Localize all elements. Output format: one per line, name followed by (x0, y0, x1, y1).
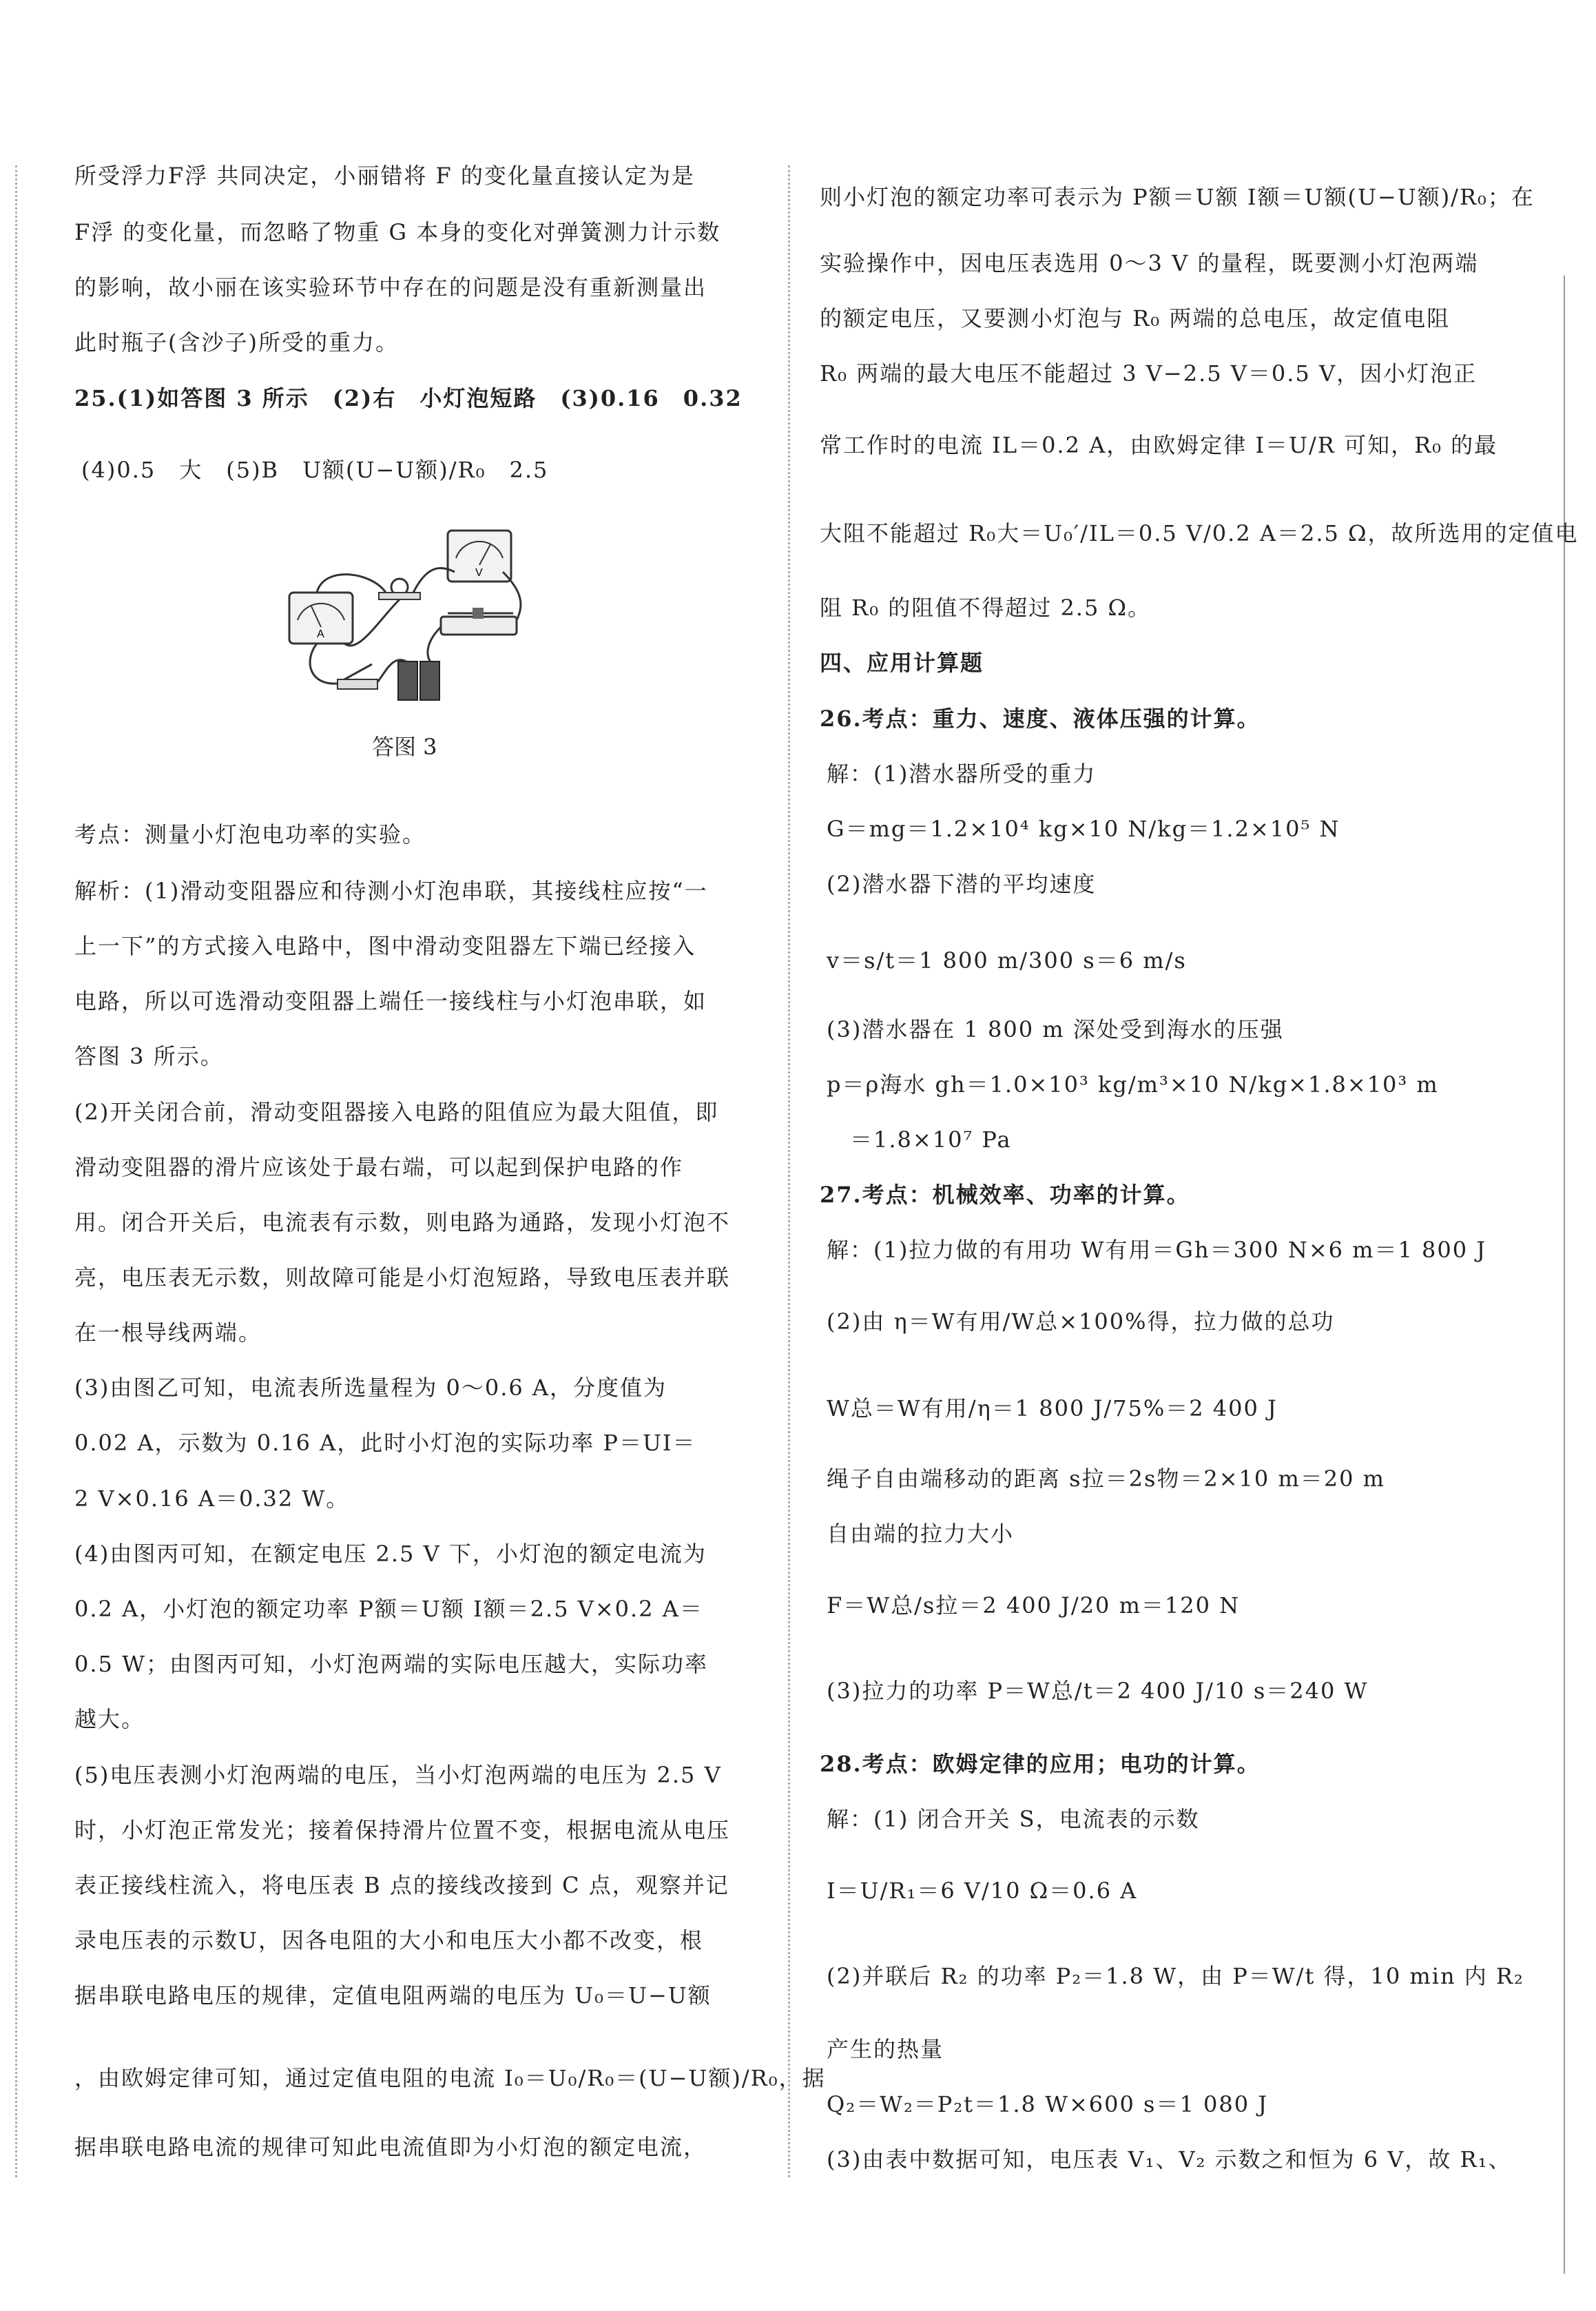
right-text-line: (2)潜水器下潜的平均速度 (827, 871, 1097, 897)
right-text-line: 解：(1)潜水器所受的重力 (827, 761, 1097, 787)
right-text-line: (3)拉力的功率 P＝W总/t＝2 400 J/10 s＝240 W (827, 1678, 1369, 1704)
right-text-line: 28.考点：欧姆定律的应用；电功的计算。 (820, 1751, 1261, 1777)
voltmeter-icon (448, 531, 511, 582)
right-text-line: v＝s/t＝1 800 m/300 s＝6 m/s (827, 947, 1187, 974)
right-text-line: 解：(1)拉力做的有用功 W有用＝Gh＝300 N×6 m＝1 800 J (827, 1237, 1487, 1263)
svg-text:A: A (317, 628, 324, 640)
right-text-line: 常工作时的电流 IL＝0.2 A，由欧姆定律 I＝U/R 可知，R₀ 的最 (820, 432, 1498, 458)
left-text-line: (4)由图丙可知，在额定电压 2.5 V 下，小灯泡的额定电流为 (74, 1541, 707, 1567)
left-text-line: 的影响，故小丽在该实验环节中存在的问题是没有重新测量出 (74, 274, 707, 300)
left-text-line: 解析：(1)滑动变阻器应和待测小灯泡串联，其接线柱应按“一 (74, 878, 708, 904)
ammeter-icon (289, 593, 353, 644)
figure-caption: 答图 3 (372, 734, 437, 760)
right-text-line: 27.考点：机械效率、功率的计算。 (820, 1182, 1190, 1208)
right-text-line: 产生的热量 (827, 2036, 944, 2062)
right-text-line: F＝W总/s拉＝2 400 J/20 m＝120 N (827, 1592, 1241, 1619)
left-text-line: 时，小灯泡正常发光；接着保持滑片位置不变，根据电流从电压 (74, 1817, 731, 1843)
right-text-line: 则小灯泡的额定功率可表示为 P额＝U额 I额＝U额(U−U额)/R₀；在 (820, 184, 1535, 210)
column-divider (788, 165, 790, 2177)
left-text-line: 据串联电路电流的规律可知此电流值即为小灯泡的额定电流， (74, 2134, 707, 2160)
left-text-line: 越大。 (74, 1706, 145, 1732)
left-text-line: 据串联电路电压的规律，定值电阻两端的电压为 U₀＝U−U额 (74, 1982, 712, 2009)
svg-text:V: V (475, 567, 483, 579)
right-text-line: p＝ρ海水 gh＝1.0×10³ kg/m³×10 N/kg×1.8×10³ m (827, 1071, 1439, 1098)
left-text-line: 此时瓶子(含沙子)所受的重力。 (74, 329, 399, 356)
left-text-line: 表正接线柱流入，将电压表 B 点的接线改接到 C 点，观察并记 (74, 1872, 729, 1898)
right-text-line: (2)由 η＝W有用/W总×100%得，拉力做的总功 (827, 1308, 1335, 1335)
left-text-line: (2)开关闭合前，滑动变阻器接入电路的阻值应为最大阻值，即 (74, 1099, 719, 1125)
left-text-line: (5)电压表测小灯泡两端的电压，当小灯泡两端的电压为 2.5 V (74, 1762, 722, 1788)
right-text-line: R₀ 两端的最大电压不能超过 3 V−2.5 V＝0.5 V，因小灯泡正 (820, 360, 1478, 387)
right-text-line: I＝U/R₁＝6 V/10 Ω＝0.6 A (827, 1878, 1138, 1904)
right-text-line: 解：(1) 闭合开关 S，电流表的示数 (827, 1806, 1200, 1832)
left-text-line: 答图 3 所示。 (74, 1043, 224, 1069)
left-text-line: 0.2 A，小灯泡的额定功率 P额＝U额 I额＝2.5 V×0.2 A＝ (74, 1596, 703, 1622)
right-text-line: 四、应用计算题 (820, 650, 984, 676)
right-text-line: W总＝W有用/η＝1 800 J/75%＝2 400 J (827, 1395, 1278, 1421)
right-text-line: 绳子自由端移动的距离 s拉＝2s物＝2×10 m＝20 m (827, 1466, 1386, 1492)
rheostat-icon (441, 608, 517, 635)
left-text-line: 在一根导线两端。 (74, 1319, 262, 1346)
left-text-line: 所受浮力F浮 共同决定，小丽错将 F 的变化量直接认定为是 (74, 163, 695, 189)
left-text-line: 亮，电压表无示数，则故障可能是小灯泡短路，导致电压表并联 (74, 1264, 731, 1291)
right-text-line: (3)由表中数据可知，电压表 V₁、V₂ 示数之和恒为 6 V，故 R₁、 (827, 2146, 1512, 2173)
right-text-line: (2)并联后 R₂ 的功率 P₂＝1.8 W，由 P＝W/t 得，10 min 内 R₂ (827, 1963, 1524, 1989)
left-text-line: F浮 的变化量，而忽略了物重 G 本身的变化对弹簧测力计示数 (74, 219, 721, 245)
left-text-line: (3)由图乙可知，电流表所选量程为 0～0.6 A，分度值为 (74, 1375, 667, 1401)
left-text-line: 0.02 A，示数为 0.16 A，此时小灯泡的实际功率 P＝UI＝ (74, 1430, 696, 1456)
left-text-line: (4)0.5 大 (5)B U额(U−U额)/R₀ 2.5 (81, 457, 549, 483)
left-text-line: 0.5 W；由图丙可知，小灯泡两端的实际电压越大，实际功率 (74, 1651, 708, 1677)
right-text-line: (3)潜水器在 1 800 m 深处受到海水的压强 (827, 1016, 1284, 1042)
left-text-line: 2 V×0.16 A＝0.32 W。 (74, 1486, 350, 1512)
left-text-line: 25.(1)如答图 3 所示 (2)右 小灯泡短路 (3)0.16 0.32 (74, 385, 743, 411)
right-text-line: 26.考点：重力、速度、液体压强的计算。 (820, 706, 1261, 732)
right-text-line: 大阻不能超过 R₀大＝U₀′/IL＝0.5 V/0.2 A＝2.5 Ω，故所选用的定值电 (820, 520, 1579, 546)
right-text-line: G＝mg＝1.2×10⁴ kg×10 N/kg＝1.2×10⁵ N (827, 816, 1340, 842)
right-text-line: Q₂＝W₂＝P₂t＝1.8 W×600 s＝1 080 J (827, 2091, 1269, 2117)
left-text-line: 录电压表的示数U，因各电阻的大小和电压大小都不改变，根 (74, 1927, 703, 1953)
left-text-line: 考点：测量小灯泡电功率的实验。 (74, 821, 426, 848)
battery-icon (398, 661, 439, 700)
left-text-line: 上一下”的方式接入电路中，图中滑动变阻器左下端已经接入 (74, 933, 696, 959)
right-text-line: 实验操作中，因电压表选用 0～3 V 的量程，既要测小灯泡两端 (820, 250, 1479, 276)
right-text-line: 自由端的拉力大小 (827, 1521, 1015, 1547)
switch-icon (338, 664, 377, 689)
right-text-line: ＝1.8×10⁷ Pa (827, 1127, 1012, 1153)
left-text-line: 电路，所以可选滑动变阻器上端任一接线柱与小灯泡串联，如 (74, 988, 707, 1014)
circuit-diagram (276, 524, 537, 717)
page-margin-dots (15, 165, 17, 2177)
binding-edge (1564, 276, 1565, 2274)
left-text-line: 滑动变阻器的滑片应该处于最右端，可以起到保护电路的作 (74, 1154, 684, 1180)
left-text-line: 用。闭合开关后，电流表有示数，则电路为通路，发现小灯泡不 (74, 1209, 731, 1235)
right-text-line: 阻 R₀ 的阻值不得超过 2.5 Ω。 (820, 595, 1152, 621)
left-text-line: ，由欧姆定律可知，通过定值电阻的电流 I₀＝U₀/R₀＝(U−U额)/R₀，据 (74, 2065, 826, 2091)
right-text-line: 的额定电压，又要测小灯泡与 R₀ 两端的总电压，故定值电阻 (820, 305, 1451, 331)
